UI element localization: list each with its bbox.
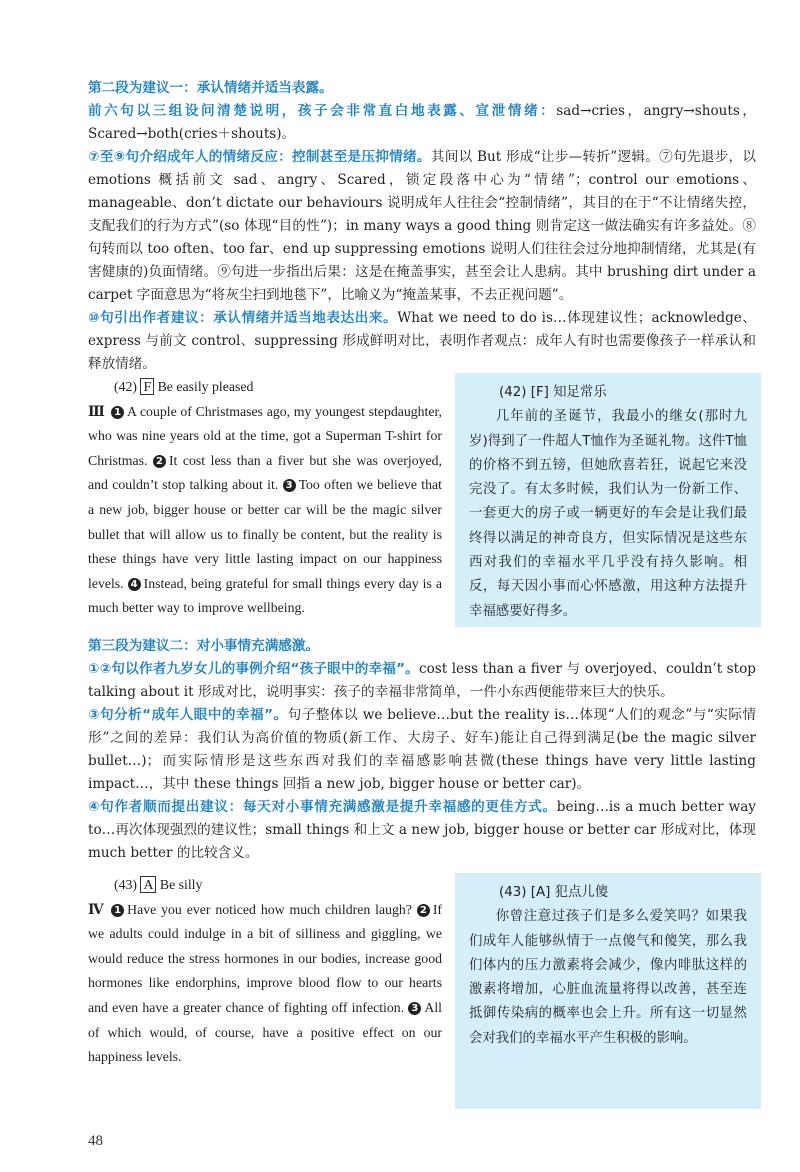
translation-43-label: (43) [A] 犯点儿傻 [499,885,609,900]
section2-analysis [88,100,756,376]
question-42-label: (42) F Be easily pleased [114,379,254,394]
section3-point2: ③句分析“成年人眼中的幸福”。句子整体以 we believe…but the reality is…体现“人们的观念”与“实际情形”之间的差异：我们认为高价值的物质(新工作、大房子、好车)能让自己得到满足(be the magic silver bullet…)；而实际情形是这些东西对我们的幸福感影响甚微(these things have very little lasting impact…，其中 these things 回指 a new job, bigger house or better car)。 [88,707,756,792]
section3-analysis [88,635,756,865]
sentence-3-marker: 3 [408,1002,421,1015]
sentence-2-marker: 2 [153,455,166,468]
article-paragraph-43: (43) A Be silly Ⅳ 1 Have you ever noticed how much children laugh? 2 If we adults could indulge in a bit of silliness and giggling, we would reduce the stress hormones in our bodies, increase good hormones like endorphins, improve blood flow to our hearts and even have a greater chance of fighting off infection. 3 All of which would, of course, have a positive effect on our happiness levels. [88,873,442,1070]
translation-42-text: 几年前的圣诞节，我最小的继女(那时九岁)得到了一件超人T恤作为圣诞礼物。这件T恤的价格不到五镑，但她欣喜若狂，说起它来没完没了。有太多时候，我们认为一份新工作、一套更大的房子或一辆更好的车会是让我们最终得以满足的神奇良方，但实际情况是这些东西对我们的幸福水平几乎没有持久影响。相反，每天因小事而心怀感激，用这种方法提升幸福感要好得多。 [469,409,747,619]
page-number: 48 [88,1133,103,1149]
article-paragraph-42: (42) F Be easily pleased Ⅲ 1 A couple of Christmases ago, my youngest stepdaughter, who was nine years old at the time, got a Superman T-shirt for Christmas. 2 It cost less than a fiver but she was overjoyed, and couldn’t stop talking about it. 3 Too often we believe that a new job, bigger house or better car will be the magic silver bullet that will allow us to finally be content, but the reality is these things have very little lasting impact on our happiness levels. 4 Instead, being grateful for small things every day is a much better way to improve wellbeing. [88,375,442,621]
sentence-1-marker: 1 [111,904,124,917]
translation-42-label: (42) [F] 知足常乐 [499,385,607,400]
translation-box-43 [455,873,761,1109]
sentence-3-marker: 3 [283,479,296,492]
translation-box-42 [455,373,761,627]
section2-point3: ⑩句引出作者建议：承认情绪并适当地表达出来。What we need to do is…体现建议性；acknowledge、express 与前文 control、suppressing 形成鲜明对比，表明作者观点：成年人有时也需要像孩子一样承认和释放情绪。 [88,310,756,372]
section2-heading: 第二段为建议一：承认情绪并适当表露。 [88,80,333,96]
section3-point3: ④句作者顺而提出建议：每天对小事情充满感激是提升幸福感的更佳方式。being…is a much better way to…再次体现强烈的建议性；small things 和上文 a new job, bigger house or better car 形成对比，体现 much better 的比较含义。 [88,799,756,861]
section3-heading: 第三段为建议二：对小事情充满感激。 [88,638,320,654]
sentence-2-marker: 2 [417,904,430,917]
translation-43-text: 你曾注意过孩子们是多么爱笑吗？如果我们成年人能够纵情于一点傻气和傻笑，那么我们体内的压力激素将会减少，像内啡肽这样的激素将增加，心脏血流量将得以改善，甚至连抵御传染病的概率也会上升。所有这一切显然会对我们的幸福水平产生积极的影响。 [469,909,747,1046]
section3-point1: ①②句以作者九岁女儿的事例介绍“孩子眼中的幸福”。cost less than a fiver 与 overjoyed、couldn’t stop talking about it 形成对比，说明事实：孩子的幸福非常简单，一件小东西便能带来巨大的快乐。 [88,661,756,700]
sentence-4-marker: 4 [128,578,141,591]
section2-point2: ⑦至⑨句介绍成年人的情绪反应：控制甚至是压抑情绪。其间以 But 形成“让步—转折”逻辑。⑦句先退步，以 emotions 概括前文 sad、angry、Scared，锁定段落中心为“情绪”；control our emotions、manageable、don’t dictate our behaviours 说明成年人往往会“控制情绪”，其目的在于“不让情绪失控，支配我们的行为方式”(so 体现“目的性”)；in many ways a good thing 则肯定这一做法确实有许多益处。⑧句转而以 too often、too far、end up suppressing emotions 说明人们往往会过分地抑制情绪，尤其是(有害健康的)负面情绪。⑨句进一步指出后果：这是在掩盖事实，甚至会让人患病。其中 brushing dirt under a carpet 字面意思为“将灰尘扫到地毯下”，比喻义为“掩盖某事，不去正视问题”。 [88,149,756,303]
section2-point1: 前六句以三组设问清楚说明，孩子会非常直白地表露、宣泄情绪：sad→cries，angry→shouts，Scared→both(cries＋shouts)。 [88,103,757,142]
question-43-label: (43) A Be silly [114,877,203,892]
sentence-1-marker: 1 [111,406,124,419]
